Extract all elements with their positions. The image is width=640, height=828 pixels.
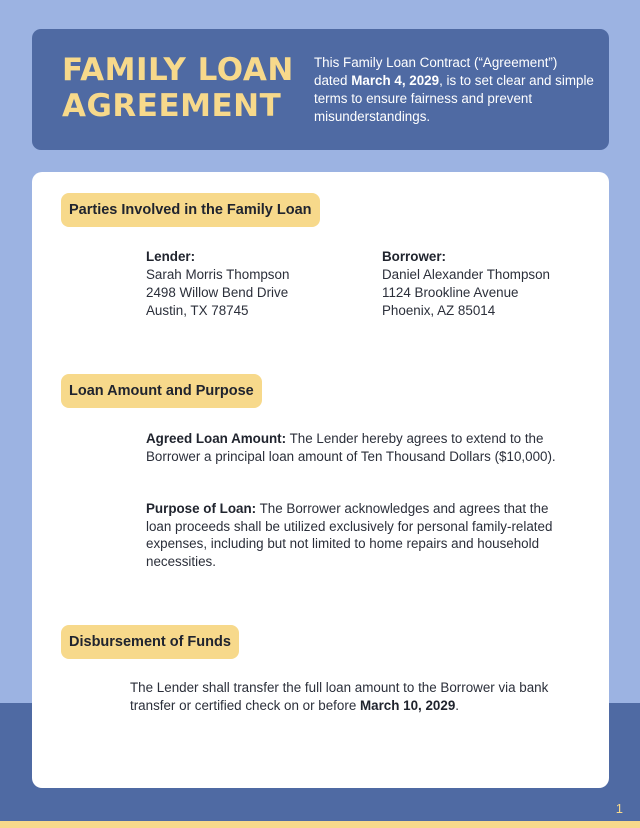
disbursement-paragraph (130, 679, 580, 714)
title-line-2: AGREEMENT (62, 88, 282, 124)
content-card (32, 172, 609, 788)
section-heading-loan: Loan Amount and Purpose (61, 374, 262, 408)
borrower-street: 1124 Brookline Avenue (382, 285, 519, 300)
disbursement-text: The Lender shall transfer the full loan amount to the Borrower via bank transfer or certified check on or before (130, 680, 549, 713)
page-number: 1 (615, 801, 623, 816)
lender-block (146, 248, 289, 320)
lender-street: 2498 Willow Bend Drive (146, 285, 289, 300)
lender-name: Sarah Morris Thompson (146, 267, 290, 282)
borrower-city: Phoenix, AZ 85014 (382, 303, 496, 318)
borrower-block (382, 248, 550, 320)
disbursement-date: March 10, 2029 (359, 697, 456, 713)
bottom-accent-stripe (0, 821, 640, 828)
loan-purpose-paragraph (146, 500, 571, 570)
lender-city: Austin, TX 78745 (146, 303, 249, 318)
document-title (62, 52, 294, 124)
borrower-name: Daniel Alexander Thompson (382, 267, 550, 282)
intro-suffix: , is to set clear and simple terms to ensure fairness and prevent misunderstandings. (314, 73, 594, 124)
loan-purpose-text: The Borrower acknowledges and agrees that the loan proceeds shall be utilized exclusively for personal family-related expenses, including but not limited to home repairs and household necessities. (146, 501, 553, 569)
disbursement-text-end: . (455, 697, 460, 713)
loan-amount-text: The Lender hereby agrees to extend to the Borrower a principal loan amount of Ten Thousand Dollars ($10,000). (146, 431, 556, 464)
intro-prefix: This Family Loan Contract (“Agreement”) dated (314, 55, 558, 88)
section-heading-disbursement: Disbursement of Funds (61, 625, 239, 659)
intro-date: March 4, 2029 (351, 73, 440, 88)
borrower-label: Borrower: (382, 249, 446, 264)
intro-paragraph (314, 54, 594, 126)
header-banner (32, 29, 609, 150)
title-line-1: FAMILY LOAN (62, 52, 294, 88)
section-heading-parties: Parties Involved in the Family Loan (61, 193, 320, 227)
loan-amount-paragraph (146, 430, 571, 465)
lender-label: Lender: (146, 249, 196, 264)
loan-purpose-label: Purpose of Loan: (146, 501, 257, 516)
loan-amount-label: Agreed Loan Amount: (146, 431, 287, 446)
